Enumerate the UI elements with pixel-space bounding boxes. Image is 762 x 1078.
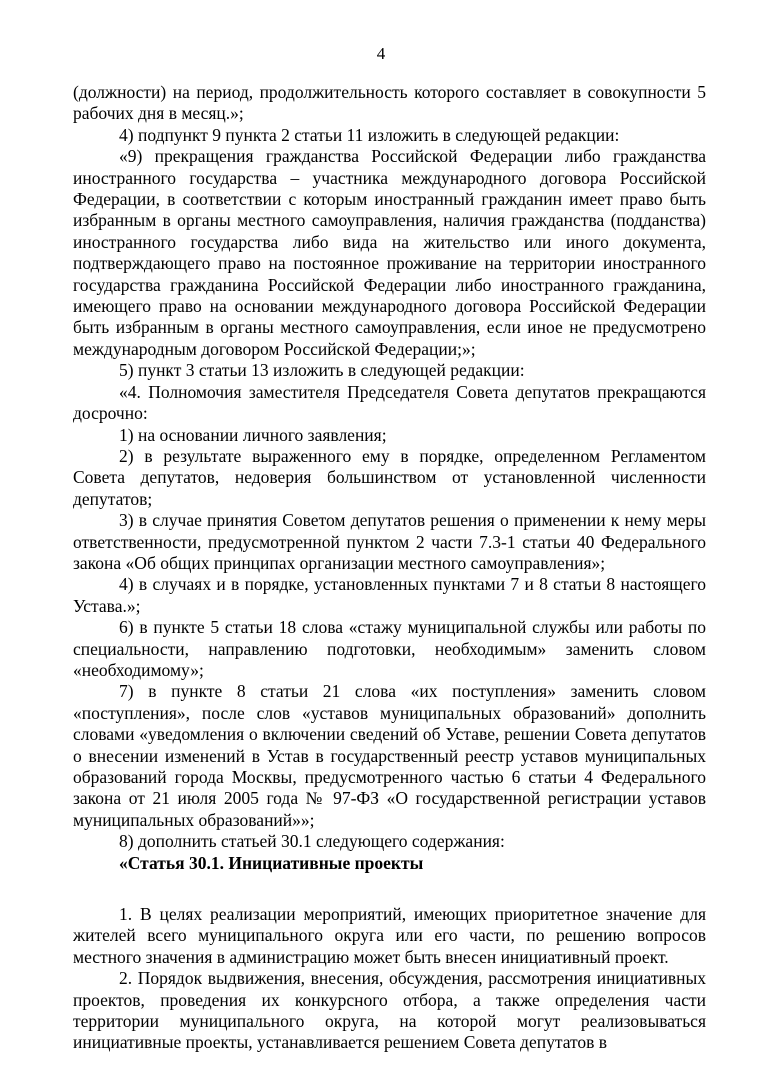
paragraph: (должности) на период, продолжительность которого составляет в совокупности 5 рабочих дня в месяц.»; — [73, 82, 706, 124]
article-paragraph: 2. Порядок выдвижения, внесения, обсуждения, рассмотрения инициативных проектов, проведения их конкурсного отбора, а также определения части территории муниципального округа, на которой могут реализовываться инициативные проекты, устанавливается решением Совета депутатов в — [73, 968, 706, 1053]
paragraph: 4) подпункт 9 пункта 2 статьи 11 изложить в следующей редакции: — [119, 124, 620, 145]
article-paragraph: 1. В целях реализации мероприятий, имеющих приоритетное значение для жителей всего муниципального округа или его части, по решению вопросов местного значения в администрацию может быть внесен инициативный проект. — [73, 904, 706, 967]
paragraph: 4) в случаях и в порядке, установленных пунктами 7 и 8 статьи 8 настоящего Устава.»; — [73, 574, 706, 616]
paragraph: 6) в пункте 5 статьи 18 слова «стажу муниципальной службы или работы по специальности, направлению подготовки, необходимым» заменить словом «необходимому»; — [73, 617, 706, 680]
paragraph: 7) в пункте 8 статьи 21 слова «их поступления» заменить словом «поступления», после слов «уставов муниципальных образований» дополнить словами «уведомления о включении сведений об Уставе, решении Совета депутатов о внесении изменений в Устав в государственный реестр уставов муниципальных образований города Москвы, предусмотренного частью 6 статьи 4 Федерального закона от 21 июля 2005 года № 97-ФЗ «О государственной регистрации уставов муниципальных образований»»; — [73, 681, 706, 830]
paragraph: 3) в случае принятия Советом депутатов решения о применении к нему меры ответственности, предусмотренной пунктом 2 части 7.3-1 статьи 40 Федерального закона «Об общих принципах организации местного самоуправления»; — [73, 510, 706, 573]
paragraph: 2) в результате выраженного ему в порядке, определенном Регламентом Совета депутатов, недоверия большинством от установленной численности депутатов; — [73, 445, 706, 509]
paragraph: «9) прекращения гражданства Российской Федерации либо гражданства иностранного государства – участника международного договора Российской Федерации, в соответствии с которым иностранный гражданин имеет право быть избранным в органы местного самоуправления, наличия гражданства (подданства) иностранного государства либо вида на жительство или иного документа, подтверждающего право на постоянное проживание на территории иностранного государства гражданина Российской Федерации либо иностранного гражданина, имеющего право на основании международного договора Российской Федерации быть избранным в органы местного самоуправления, если иное не предусмотрено международным договором Российской Федерации;»; — [73, 146, 706, 359]
article-heading: «Статья 30.1. Инициативные проекты — [119, 852, 424, 873]
paragraph: 8) дополнить статьей 30.1 следующего содержания: — [119, 831, 505, 852]
paragraph: «4. Полномочия заместителя Председателя Совета депутатов прекращаются досрочно: — [73, 381, 706, 424]
paragraph: 1) на основании личного заявления; — [119, 424, 387, 445]
spacer — [73, 874, 706, 904]
page-number: 4 — [376, 44, 386, 63]
paragraph: 5) пункт 3 статьи 13 изложить в следующей редакции: — [119, 360, 525, 381]
document-body — [73, 82, 706, 1054]
